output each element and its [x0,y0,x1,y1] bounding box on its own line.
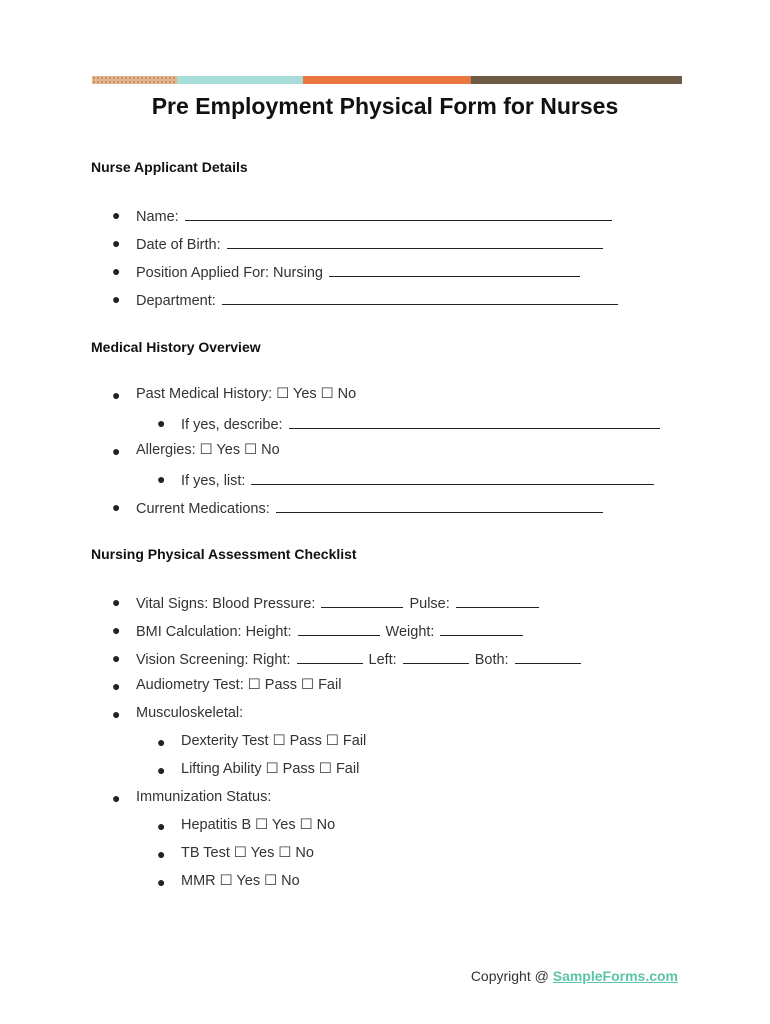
department-input-line[interactable] [222,290,618,305]
header-bar-orange [303,76,471,84]
field-allergies[interactable]: Allergies: ☐ Yes ☐ No [136,442,280,458]
vision-both-input-line[interactable] [515,649,581,664]
height-input-line[interactable] [298,621,380,636]
field-vital-signs: Vital Signs: Blood Pressure: Pulse: [136,593,539,612]
vision-right-input-line[interactable] [297,649,363,664]
bullet-icon: ● [112,263,121,279]
bullet-icon: ● [157,471,166,487]
bullet-icon: ● [112,706,121,722]
vision-left-input-line[interactable] [403,649,469,664]
field-past-history[interactable]: Past Medical History: ☐ Yes ☐ No [136,386,357,402]
header-bar-teal [177,76,303,84]
field-vision: Vision Screening: Right: Left: Both: [136,649,581,668]
allergy-list-input-line[interactable] [251,470,654,485]
bullet-icon: ● [157,818,166,834]
field-immunization: Immunization Status: [136,789,272,805]
pulse-input-line[interactable] [456,593,539,608]
field-name: Name: [136,206,612,225]
brand-link[interactable]: SampleForms.com [552,968,678,984]
field-audiometry[interactable]: Audiometry Test: ☐ Pass ☐ Fail [136,677,342,693]
position-input-line[interactable] [329,262,580,277]
bullet-icon: ● [112,790,121,806]
field-dob: Date of Birth: [136,234,603,253]
section-heading-assessment: Nursing Physical Assessment Checklist [91,546,357,562]
bullet-icon: ● [112,291,121,307]
bullet-icon: ● [112,594,121,610]
field-tb-test[interactable]: TB Test ☐ Yes ☐ No [181,845,314,861]
field-describe: If yes, describe: [181,414,660,433]
name-input-line[interactable] [185,206,612,221]
weight-input-line[interactable] [440,621,523,636]
medications-input-line[interactable] [276,498,603,513]
bullet-icon: ● [157,762,166,778]
blood-pressure-input-line[interactable] [321,593,403,608]
section-heading-medical: Medical History Overview [91,339,261,355]
bullet-icon: ● [112,443,121,459]
bullet-icon: ● [157,734,166,750]
field-lifting[interactable]: Lifting Ability ☐ Pass ☐ Fail [181,761,360,777]
bullet-icon: ● [112,678,121,694]
footer-copyright: Copyright @ SampleForms.com [470,968,678,984]
bullet-icon: ● [157,415,166,431]
bullet-icon: ● [157,846,166,862]
bullet-icon: ● [112,235,121,251]
header-bar-brown [471,76,682,84]
bullet-icon: ● [112,499,121,515]
field-bmi: BMI Calculation: Height: Weight: [136,621,523,640]
field-dexterity[interactable]: Dexterity Test ☐ Pass ☐ Fail [181,733,367,749]
bullet-icon: ● [157,874,166,890]
field-hepatitis[interactable]: Hepatitis B ☐ Yes ☐ No [181,817,336,833]
field-musculoskeletal: Musculoskeletal: [136,705,244,721]
bullet-icon: ● [112,650,121,666]
describe-input-line[interactable] [289,414,660,429]
field-medications: Current Medications: [136,498,603,517]
field-allergy-list: If yes, list: [181,470,654,489]
field-position: Position Applied For: Nursing [136,262,580,281]
field-mmr[interactable]: MMR ☐ Yes ☐ No [181,873,300,889]
header-bar-dotted [92,76,177,84]
field-department: Department: [136,290,618,309]
bullet-icon: ● [112,387,121,403]
dob-input-line[interactable] [227,234,603,249]
bullet-icon: ● [112,622,121,638]
page-title: Pre Employment Physical Form for Nurses [151,93,619,119]
bullet-icon: ● [112,207,121,223]
section-heading-applicant: Nurse Applicant Details [91,159,248,175]
